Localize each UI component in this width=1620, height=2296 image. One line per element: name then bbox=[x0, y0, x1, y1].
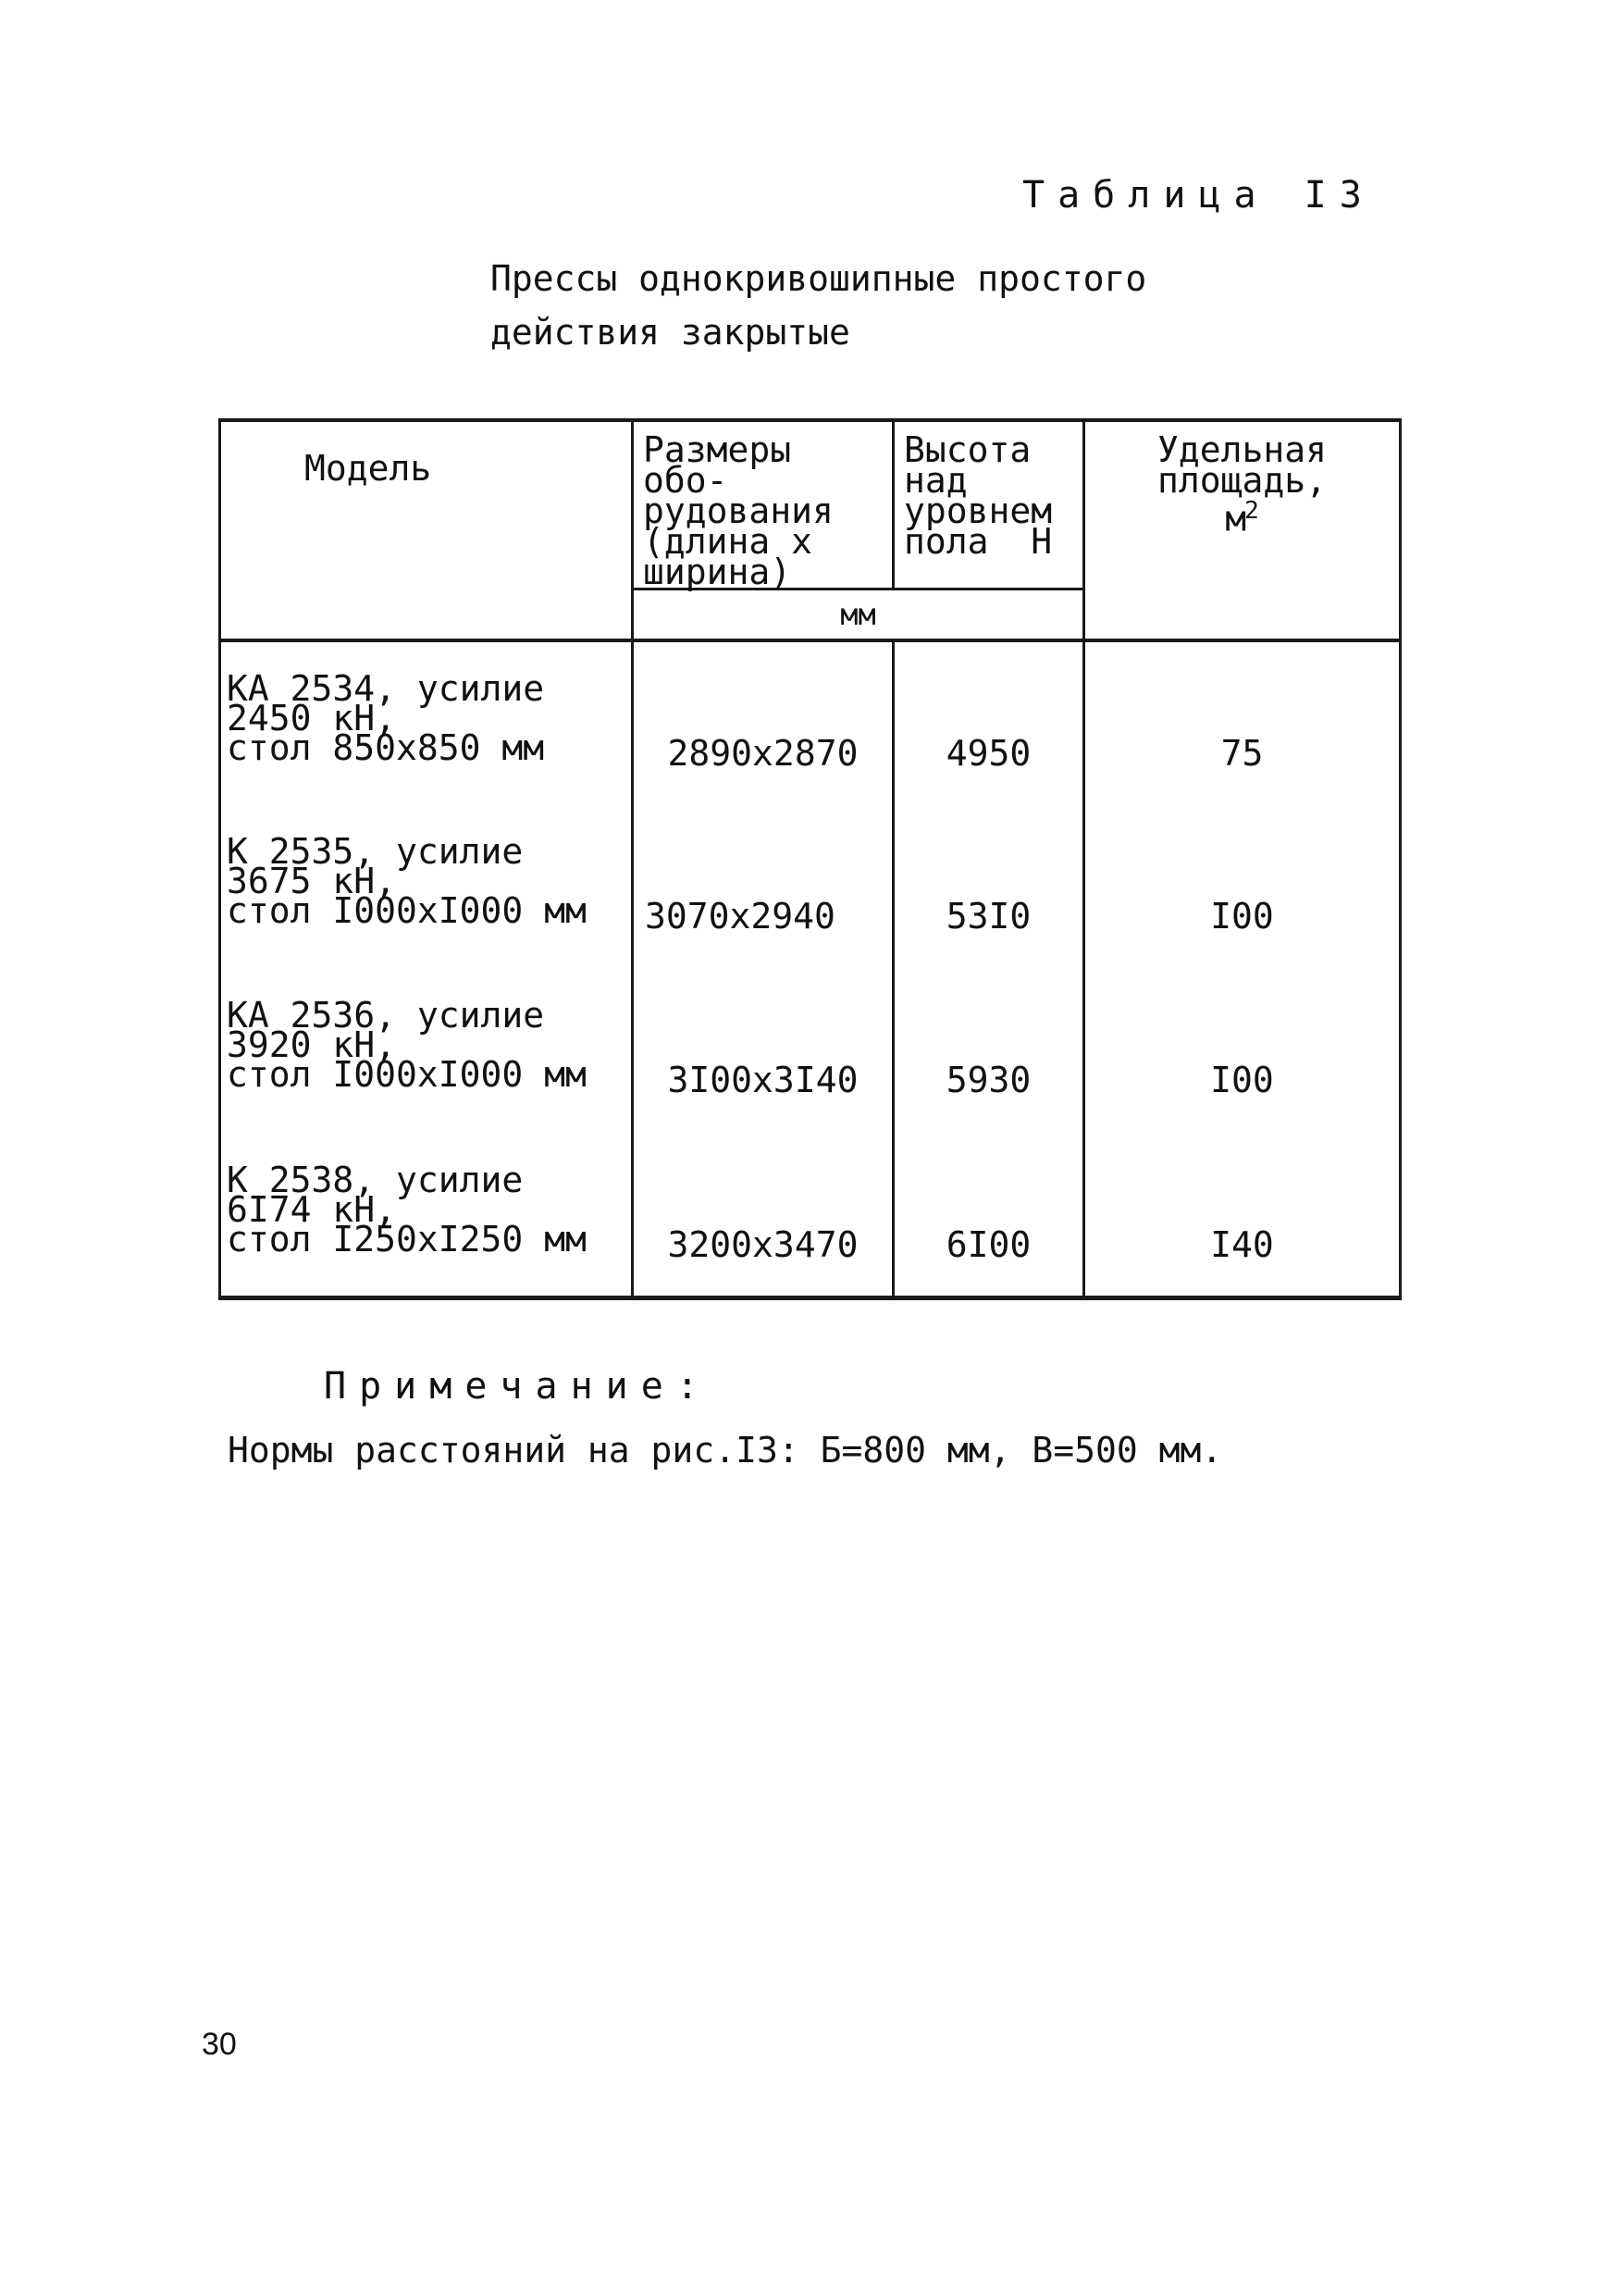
header-height-line: Высота bbox=[904, 429, 1032, 470]
header-area-line: Удельная bbox=[1156, 429, 1328, 470]
model-line: К 2538, усилие bbox=[227, 1159, 524, 1200]
cell-area: 75 bbox=[1084, 640, 1401, 805]
model-line: стол I000хI000 мм bbox=[227, 889, 587, 931]
header-dimensions-line: Размеры обо- bbox=[643, 429, 792, 501]
table-label: Таблица I3 bbox=[1022, 174, 1375, 217]
cell-height: 5930 bbox=[894, 969, 1084, 1134]
model-line: 6I74 кН, bbox=[227, 1188, 397, 1230]
model-line: 3675 кН, bbox=[227, 860, 397, 901]
header-dimensions-line: рудования bbox=[643, 490, 834, 531]
cell-area: I40 bbox=[1084, 1134, 1401, 1298]
cell-height: 53I0 bbox=[894, 805, 1084, 970]
header-area-line: площадь, bbox=[1156, 460, 1328, 501]
header-unit-mm: мм bbox=[633, 590, 1084, 641]
model-line: стол I000хI000 мм bbox=[227, 1054, 587, 1096]
cell-height: 4950 bbox=[894, 640, 1084, 805]
model-line: КА 2534, усилие bbox=[227, 668, 545, 709]
cell-area: I00 bbox=[1084, 969, 1401, 1134]
table-caption bbox=[490, 252, 1193, 359]
header-model: Модель bbox=[220, 420, 633, 640]
header-height bbox=[894, 420, 1084, 590]
cell-model bbox=[220, 969, 633, 1134]
header-dimensions bbox=[633, 420, 894, 590]
header-area-unit bbox=[1085, 496, 1399, 540]
area-unit: м bbox=[1225, 498, 1247, 540]
header-dimensions-line: (длина х bbox=[643, 521, 813, 562]
area-unit-exponent: 2 bbox=[1244, 497, 1259, 525]
model-line: 2450 кН, bbox=[227, 698, 397, 738]
header-height-line: уровнем bbox=[904, 490, 1053, 531]
model-line: КА 2536, усилие bbox=[227, 995, 545, 1036]
note-text: Нормы расстояний на рис.I3: Б=800 мм, В=500 мм. bbox=[228, 1430, 1223, 1471]
caption-line-1: Прессы однокривошипные простого bbox=[490, 258, 1147, 299]
cell-model bbox=[220, 1134, 633, 1298]
cell-dimensions: 3200х3470 bbox=[633, 1134, 894, 1298]
header-height-line: над bbox=[904, 460, 968, 501]
cell-dimensions: 2890х2870 bbox=[633, 640, 894, 805]
header-specific-area bbox=[1084, 420, 1401, 640]
page-number: 30 bbox=[202, 2027, 237, 2062]
cell-model bbox=[220, 805, 633, 970]
cell-dimensions: 3070х2940 bbox=[633, 805, 894, 970]
model-line: 3920 кН, bbox=[227, 1024, 397, 1066]
header-height-line: пола H bbox=[904, 521, 1053, 562]
presses-table bbox=[218, 418, 1402, 1300]
cell-dimensions: 3I00х3I40 bbox=[633, 969, 894, 1134]
cell-height: 6I00 bbox=[894, 1134, 1084, 1298]
header-dimensions-line: ширина) bbox=[643, 552, 792, 592]
caption-line-2: действия закрытые bbox=[490, 312, 850, 353]
model-line: К 2535, усилие bbox=[227, 830, 524, 872]
cell-area: I00 bbox=[1084, 805, 1401, 970]
model-line: стол I250хI250 мм bbox=[227, 1218, 587, 1260]
note-title: Примечание: bbox=[324, 1365, 711, 1408]
cell-model bbox=[220, 640, 633, 805]
model-line: стол 850х850 мм bbox=[227, 727, 545, 768]
